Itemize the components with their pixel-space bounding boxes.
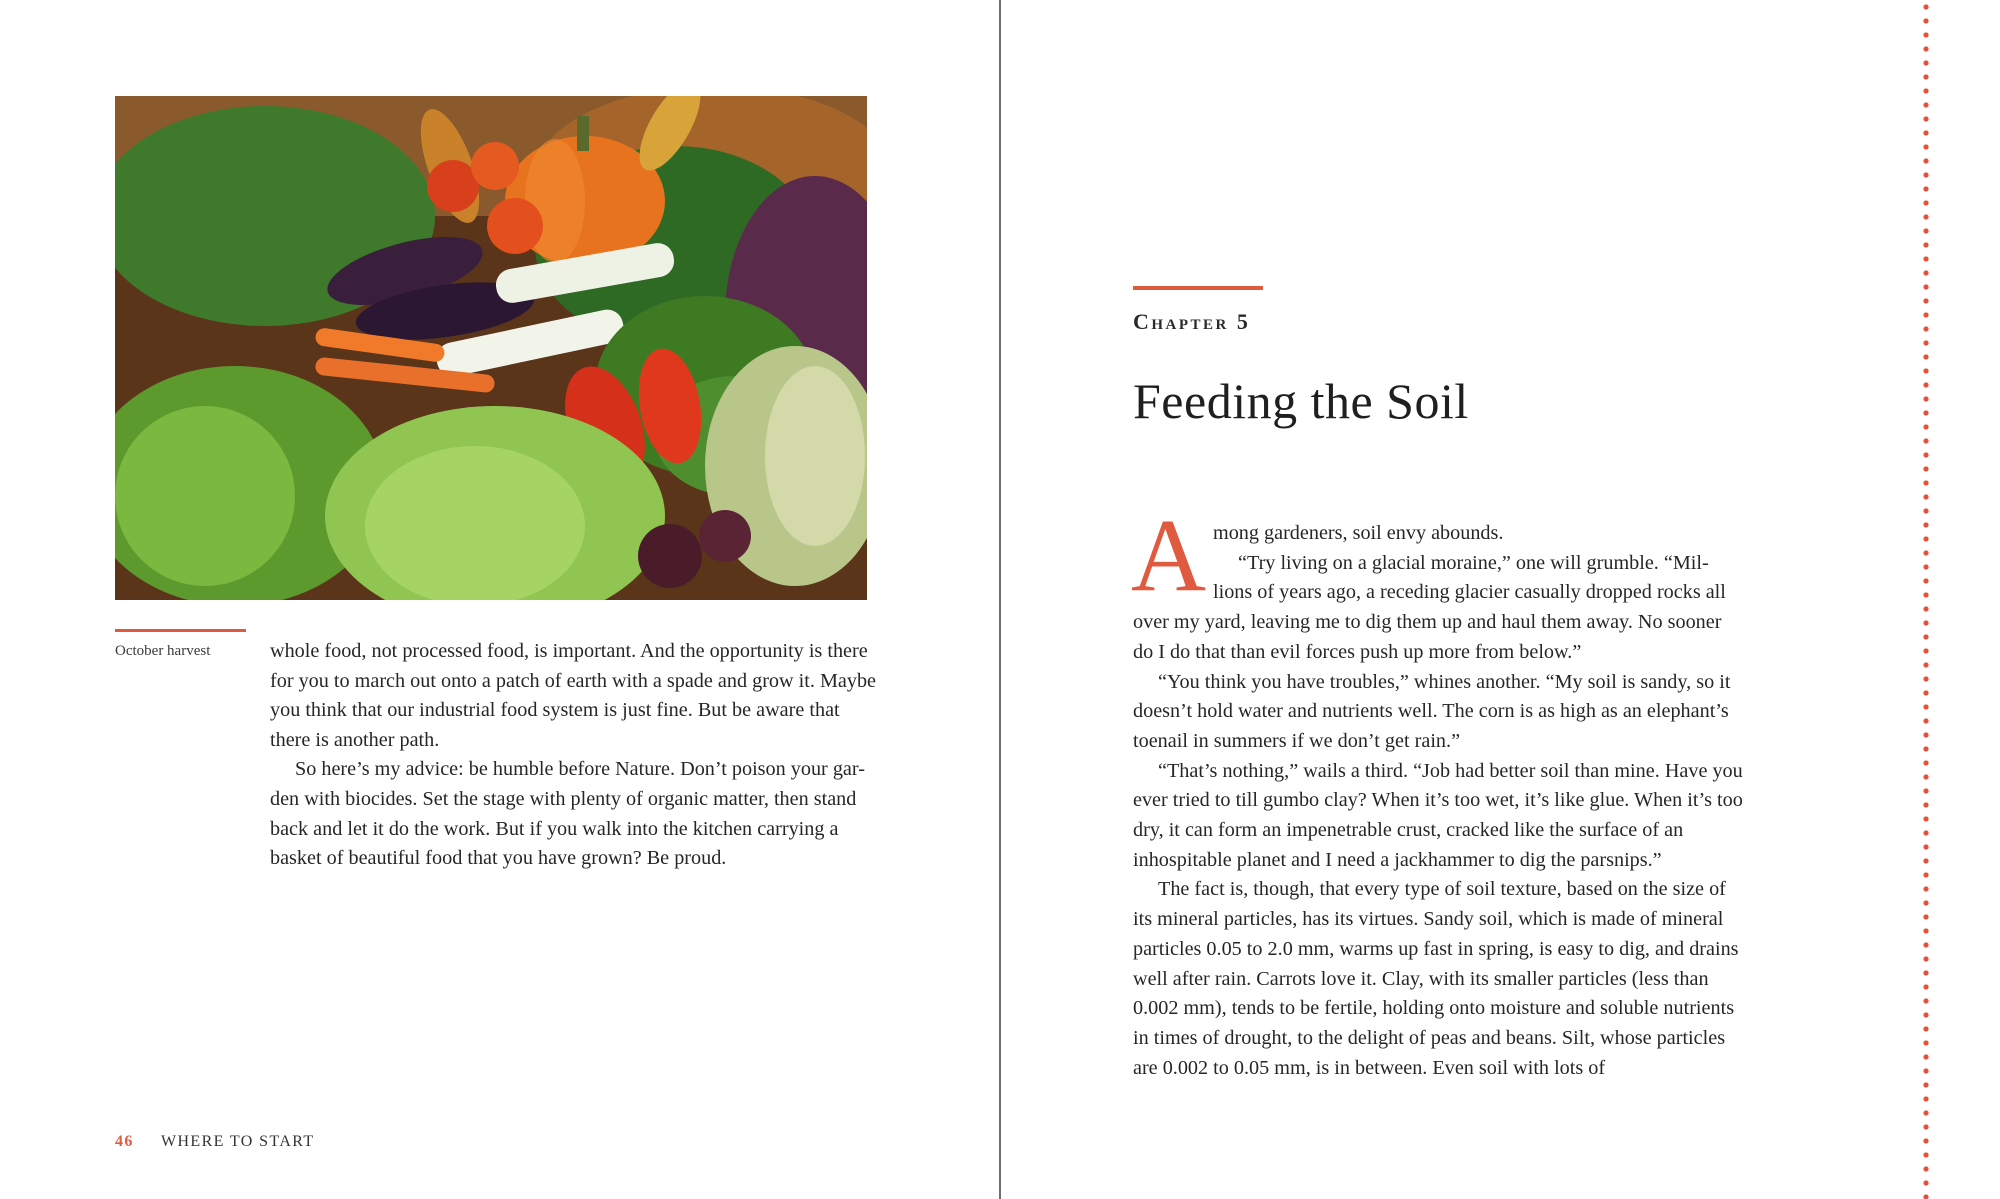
harvest-photo: [115, 96, 867, 600]
left-body-text: [270, 637, 880, 874]
page-gutter: [999, 0, 1001, 1199]
chapter-rule: [1133, 286, 1263, 290]
paragraph: over my yard, leaving me to dig them up and haul them away. No sooner do I do that than evil forces push up more from below.”: [1133, 611, 1722, 663]
body-line: “Try living on a glacial moraine,” one will grumble. “Mil-: [1238, 551, 1709, 574]
body-line: lions of years ago, a receding glacier casually dropped rocks all: [1213, 581, 1726, 604]
page-footer: [115, 1133, 315, 1151]
right-body-text: [1133, 519, 1743, 1083]
paragraph: whole food, not processed food, is important. And the opportunity is there for you to march out onto a patch of earth with a spade and grow it. Maybe you think that our industrial food system is just fine. But be aware that there is another path.: [270, 640, 877, 751]
caption-rule: [115, 629, 246, 632]
chapter-label: Chapter 5: [1133, 309, 1251, 334]
running-head: WHERE TO START: [160, 1133, 315, 1150]
dotted-edge-border: [1922, 0, 1930, 1199]
paragraph: “You think you have troubles,” whines another. “My soil is sandy, so it doesn’t hold water and nutrients well. The corn is as high as an elephant’s toenail in summers if we don’t get rain.”: [1133, 670, 1731, 752]
page-number: 46: [115, 1133, 134, 1150]
opening-line: mong gardeners, soil envy abounds.: [1213, 522, 1504, 544]
chapter-title: Feeding the Soil: [1133, 373, 1469, 429]
photo-caption: October harvest: [115, 643, 211, 659]
paragraph: “That’s nothing,” wails a third. “Job had better soil than mine. Have you ever tried to till gumbo clay? When it’s too wet, it’s like glue. When it’s too dry, it can form an impenetrable crust, cracked like the surface of an inhospitable planet and I need a jackhammer to dig the parsnips.”: [1133, 759, 1743, 871]
paragraph: So here’s my advice: be humble before Nature. Don’t poison your gar-den with biocides. Set the stage with plenty of organic matter, then stand back and let it do the work. But if you walk into the kitchen carrying a basket of beautiful food that you have grown? Be proud.: [270, 758, 865, 870]
paragraph: The fact is, though, that every type of soil texture, based on the size of its mineral particles, has its virtues. Sandy soil, which is made of mineral particles 0.05 to 2.0 mm, warms up fast in spring, is easy to dig, and drains well after rain. Carrots love it. Clay, with its smaller particles (less than 0.002 mm), tends to be fertile, holding onto moisture and soluble nutrients in times of drought, to the delight of peas and beans. Silt, whose particles are 0.002 to 0.05 mm, is in between. Even soil with lots of: [1133, 878, 1739, 1079]
drop-cap: A: [1131, 498, 1207, 613]
